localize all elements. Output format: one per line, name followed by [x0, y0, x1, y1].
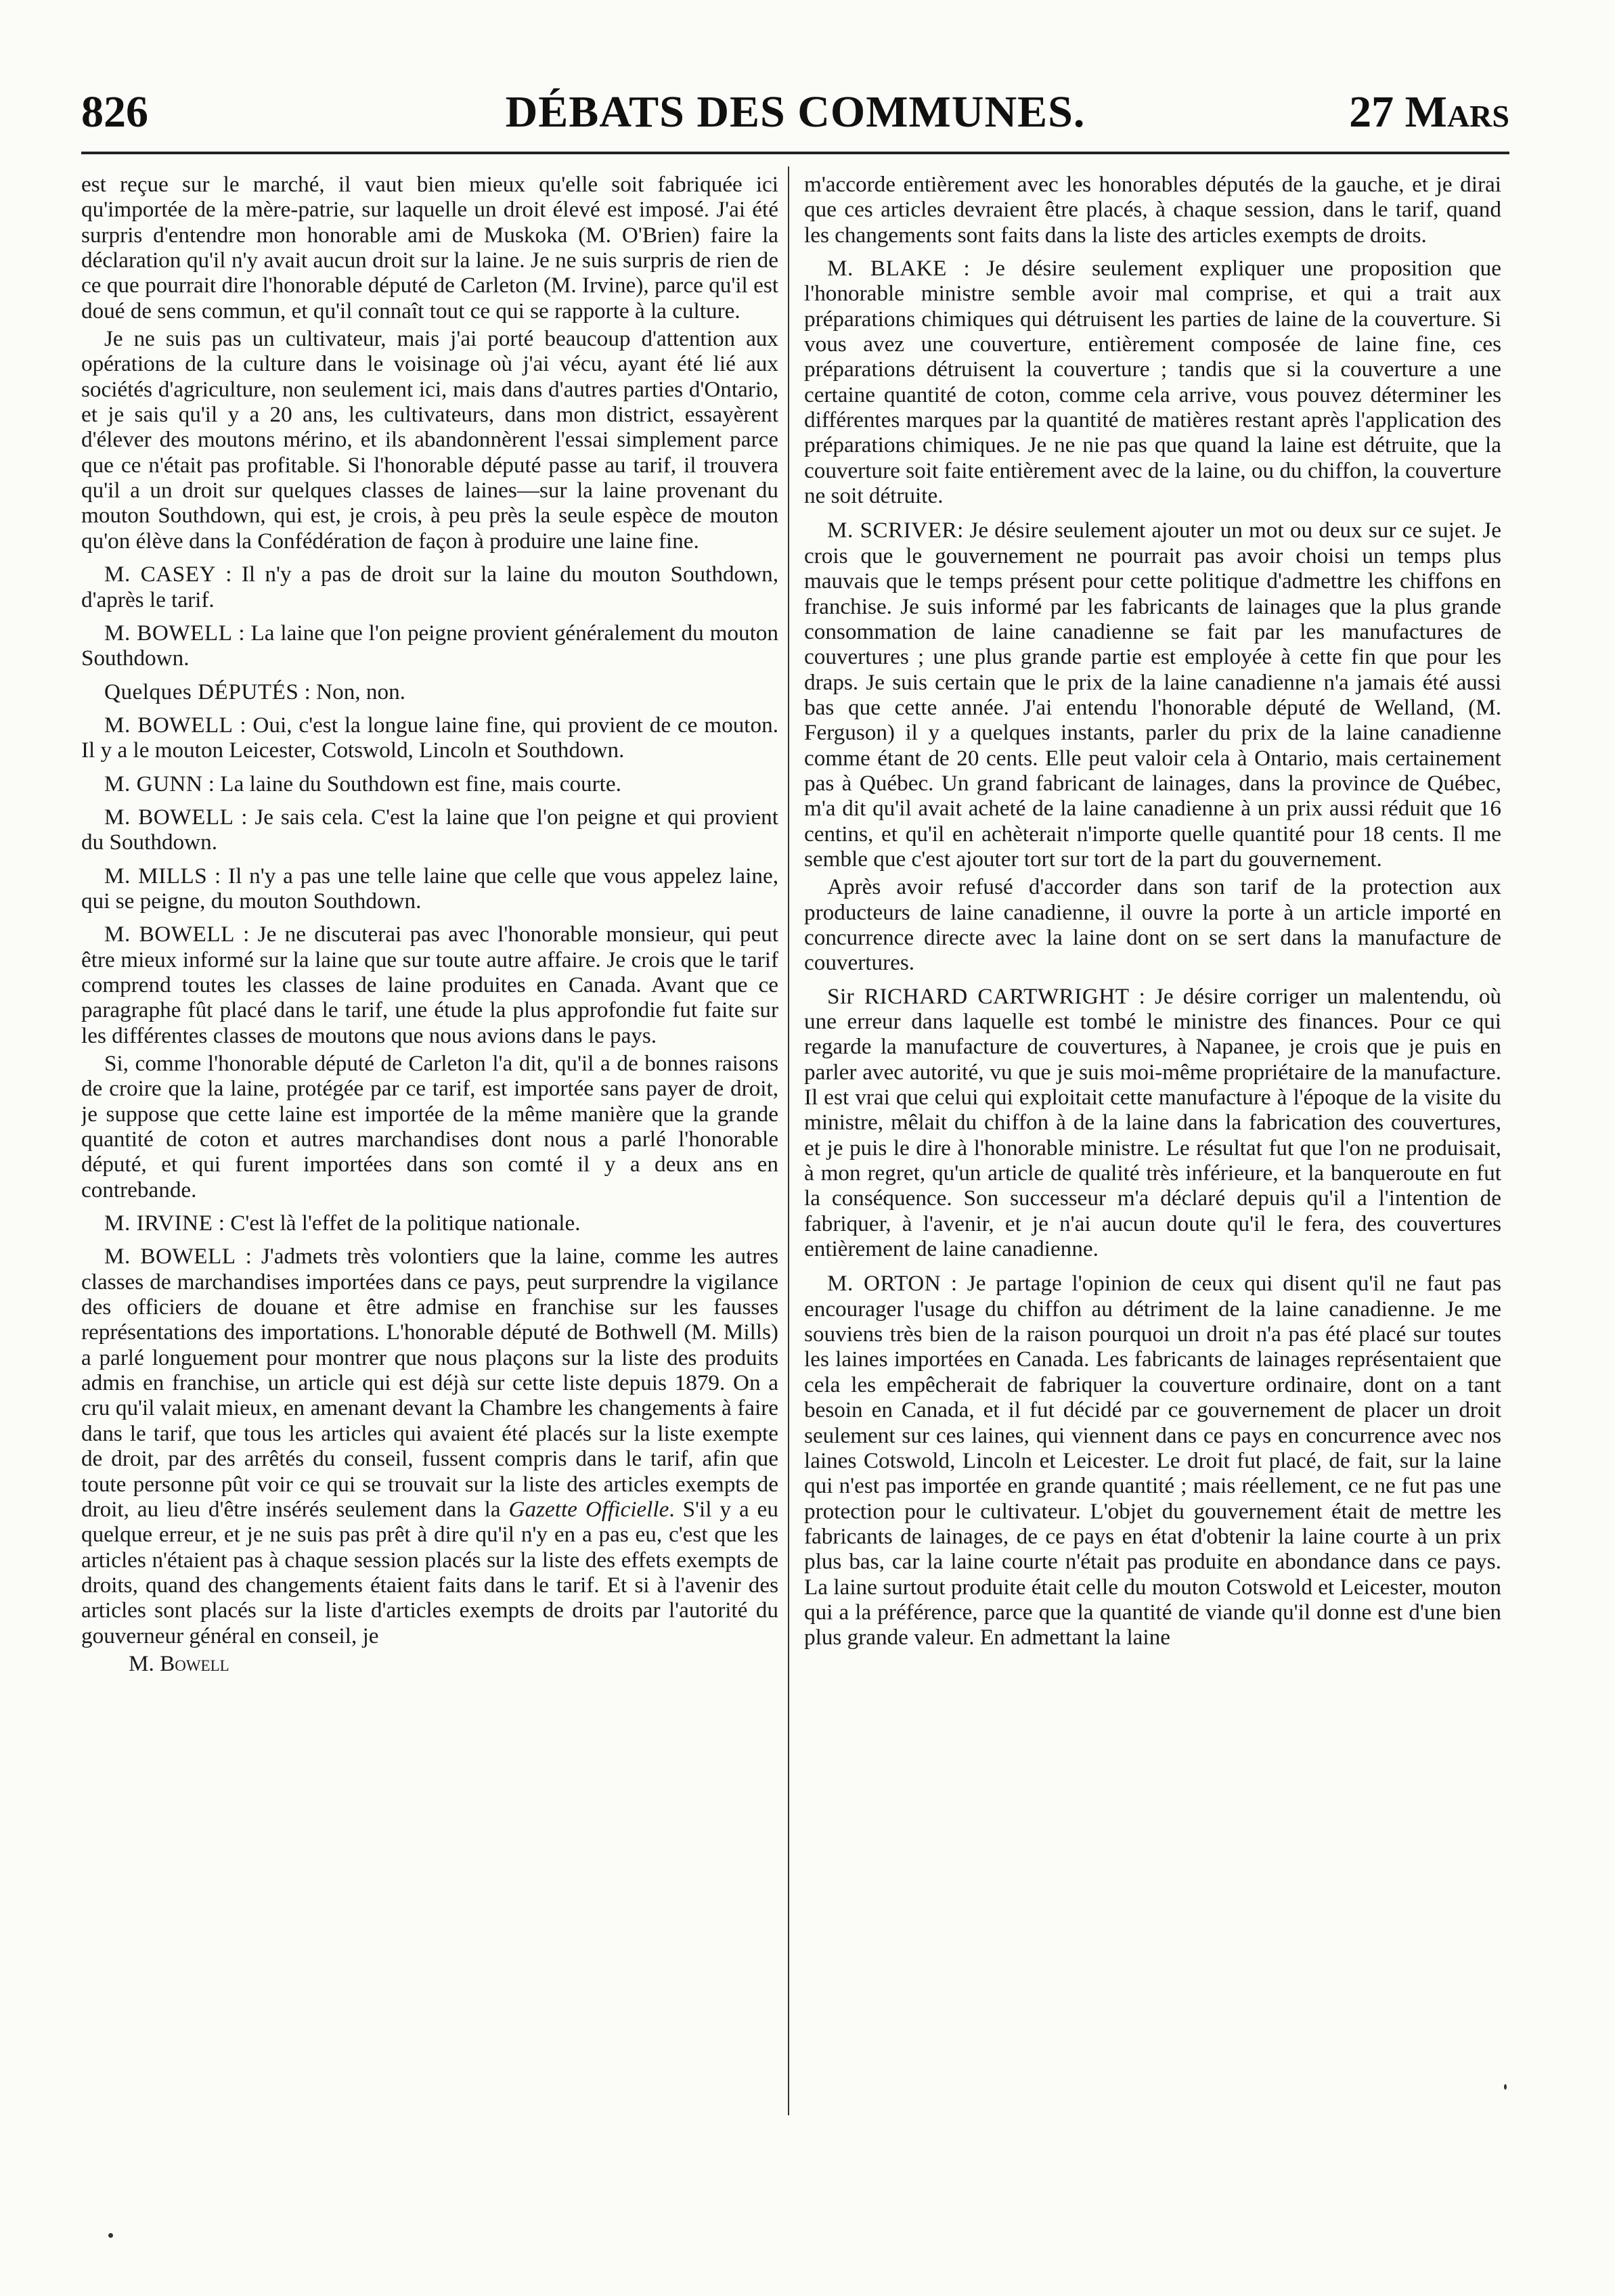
page-title: DÉBATS DES COMMUNES.: [505, 87, 1086, 137]
right-column: [804, 172, 1501, 2141]
speaker-name: M. BOWELL: [104, 922, 235, 947]
speech-text: : La laine du Southdown est fine, mais courte.: [202, 771, 621, 796]
speech: [804, 1271, 1501, 1650]
speech: [81, 1211, 778, 1236]
speaker-name: M. BOWELL: [104, 1244, 236, 1269]
speech: [81, 1244, 778, 1648]
speech-text: : Je partage l'opinion de ceux qui disent qu'il ne faut pas encourager l'usage du chiffon au détriment de la laine canadienne. Je me souviens très bien de la raison pourquoi un droit n'a pas été placé sur toutes les laines importées en Canada. Les fabricants de lainages représentaient que cela les empêcherait de fabriquer la couverture ordinaire, dont on a tant besoin en Canada, et il fut décidé par ce gouvernement de placer un droit seulement sur ces laines, qui viennent dans ce pays en concurrence avec nos laines Cotswold, Lincoln et Leicester. Le droit fut placé, de fait, sur la laine qui n'est pas importée en grande quantité ; mais réellement, ce ne fut pas une protection pour le cultivateur. L'objet du gouvernement était de mettre les fabricants de lainages, de ce pays en état d'obtenir la laine courte à un prix plus bas, car la laine courte n'était pas produite en abondance dans ce pays. La laine surtout produite était celle du mouton Cotswold et Leicester, mouton qui a la préférence, parce que la quantité de viande qu'il donne est d'une bien plus grande valeur. En admettant la laine: [804, 1271, 1501, 1650]
speech: [81, 562, 778, 612]
speech-text: : Oui, c'est la longue laine fine, qui provient de ce mouton. Il y a le mouton Leicester, Cotswold, Lincoln et Southdown.: [81, 712, 778, 763]
speech: [81, 679, 778, 704]
paragraph: m'accorde entièrement avec les honorables députés de la gauche, et je dirai que ces articles devraient être placés, à chaque session, dans le tarif, quand les changements sont faits dans la liste des articles exempts de droits.: [804, 172, 1501, 248]
speech-text: : Il n'y a pas de droit sur la laine du mouton Southdown, d'après le tarif.: [81, 562, 778, 612]
paragraph: Si, comme l'honorable député de Carleton l'a dit, qu'il a de bonnes raisons de croire que la laine, protégée par ce tarif, est importée sans payer de droit, je suppose que cette laine est importée de la même manière que la grande quantité de coton et autres marchandises dont nous a parlé l'honorable député, et qui furent importées dans son comté il y a deux ans en contrebande.: [81, 1051, 778, 1202]
paragraph: Je ne suis pas un cultivateur, mais j'ai porté beaucoup d'attention aux opérations de la culture dans le voisinage où j'ai vécu, ayant été lié aux sociétés d'agriculture, non seulement ici, mais dans d'autres parties d'Ontario, et je sais qu'il y a 20 ans, les cultivateurs, dans mon district, essayèrent d'élever des moutons mérino, et ils abandonnèrent l'essai simplement parce que ce n'était pas profitable. Si l'honorable député passe au tarif, il trouvera qu'il a un droit sur quelques classes de laines—sur la laine provenant du mouton Southdown, qui est, je crois, à peu près la seule espèce de mouton qu'on élève dans la Confédération de façon à produire une laine fine.: [81, 326, 778, 554]
header-date-day: 27: [1349, 87, 1394, 137]
speaker-catchword: M. Bowell: [129, 1650, 229, 1676]
page-header: [81, 87, 1509, 148]
speech-text: : Je désire seulement ajouter un mot ou deux sur ce sujet. Je crois que le gouvernement ne pourrait pas avoir choisi un temps plus mauvais que le temps présent pour cette politique d'admettre les chiffons en franchise. Je suis informé par les fabricants de lainages que la plus grande consommation de laine canadienne se fait par les manufactures de couvertures ; une plus grande partie est employée à cette fin que pour les draps. Je suis certain que le prix de la laine canadienne n'a jamais été aussi bas que cette année. J'ai entendu l'honorable député de Welland, (M. Ferguson) il y a quelques instants, parler du prix de la laine canadienne comme étant de 20 cents. Elle peut valoir cela à Ontario, mais certainement pas à Québec. Un grand fabricant de lainages, dans la province de Québec, m'a dit qu'il avait acheté de la laine canadienne à un prix aussi réduit que 16 centins, et qu'il en achèterait n'importe quelle quantité pour 18 cents. Il me semble que c'est ajouter tort sur tort de la part du gouvernement.: [804, 518, 1501, 872]
print-speck: [108, 2233, 113, 2238]
speech: [81, 863, 778, 914]
speech-text: : Non, non.: [298, 679, 405, 704]
speaker-name: M. ORTON: [827, 1271, 942, 1297]
speech: [804, 256, 1501, 508]
header-rule: [81, 152, 1509, 154]
speaker-name: M. BOWELL: [104, 712, 234, 738]
speech: [804, 984, 1501, 1262]
paragraph: Après avoir refusé d'accorder dans son tarif de la protection aux producteurs de laine canadienne, il ouvre la porte à un article importé en concurrence directe avec la laine dont on se sert dans la manufacture de couvertures.: [804, 874, 1501, 976]
speaker-name: Sir RICHARD CARTWRIGHT: [827, 983, 1130, 1009]
speech-text: : J'admets très volontiers que la laine, comme les autres classes de marchandises importées dans ce pays, peut surprendre la vigilance des officiers de douane et être admise en franchise sur les fausses représentations des importations. L'honorable député de Bothwell (M. Mills) a parlé longuement pour montrer que nous plaçons sur la liste des produits admis en franchise, un article qui est déjà sur cette liste depuis 1879. On a cru qu'il valait mieux, en amenant devant la Chambre les changements à faire dans le tarif, que tous les articles qui avaient été placés sur la liste exempte de droit, par des arrêtés du conseil, fussent compris dans le tarif, afin que toute personne pût voir ce qui se trouvait sur la liste des articles exempts de droit, au lieu d'être insérés seulement dans la: [81, 1244, 778, 1522]
speech: [81, 621, 778, 671]
speaker-name: M. SCRIVER: [827, 518, 958, 543]
speaker-name: M. BOWELL: [104, 620, 233, 646]
speech: [81, 771, 778, 796]
speech-text: : Je sais cela. C'est la laine que l'on peigne et qui provient du Southdown.: [81, 804, 778, 855]
speech: [81, 805, 778, 855]
speech: [81, 922, 778, 1048]
speaker-name: M. CASEY: [104, 562, 216, 587]
speaker-name: M. IRVINE: [104, 1211, 213, 1236]
speaker-name: M. BOWELL: [104, 804, 234, 830]
paragraph: est reçue sur le marché, il vaut bien mieux qu'elle soit fabriquée ici qu'importée de la mère-patrie, sur laquelle un droit élevé est imposé. J'ai été surpris d'entendre mon honorable ami de Muskoka (M. O'Brien) faire la déclaration qu'il n'y avait aucun droit sur la laine. Je ne suis surpris de rien de ce que pourrait dire l'honorable député de Carleton (M. Irvine), parce qu'il est doué de sens commun, et qu'il connaît tout ce qui se rapporte à la culture.: [81, 172, 778, 323]
print-speck: [1504, 2084, 1507, 2090]
speech-text: : Il n'y a pas une telle laine que celle que vous appelez laine, qui se peigne, du mouton Southdown.: [81, 863, 778, 914]
speech-text: : C'est là l'effet de la politique nationale.: [213, 1211, 581, 1236]
page-number: 826: [81, 87, 148, 137]
speech-text: : La laine que l'on peigne provient généralement du mouton Southdown.: [81, 620, 778, 671]
speaker-name: M. GUNN: [104, 771, 203, 796]
header-date-month: Mars: [1404, 87, 1509, 137]
speaker-name: M. MILLS: [104, 863, 208, 888]
header-date: [1349, 87, 1509, 138]
speech-text: : Je désire corriger un malentendu, où une erreur dans laquelle est tombé le ministre des finances. Pour ce qui regarde la manufacture de couvertures, à Napanee, je crois que je puis en parler avec autorité, vu que je suis moi-même propriétaire de la manufacture. Il est vrai que celui qui exploitait cette manufacture à l'époque de la visite du ministre, mêlait du chiffon à de la laine dans la fabrication des couvertures, et je puis le dire à l'honorable ministre. Le résultat fut que l'on ne produisait, à mon regret, qu'un article de qualité très inférieure, et la banqueroute en fut la conséquence. Son successeur m'a déclaré depuis qu'il a l'intention de fabriquer, à l'avenir, et je n'ai aucun doute qu'il le fera, des couvertures entièrement de laine canadienne.: [804, 983, 1501, 1262]
speech-text: : Je désire seulement expliquer une proposition que l'honorable ministre semble avoir mal comprise, et qui a trait aux préparations chimiques qui détruisent les parties de laine de la couverture. Si vous avez une couverture, entièrement composée de laine fine, ces préparations détruisent la couverture ; tandis que si la couverture a une certaine quantité de coton, comme cela arrive, vous pouvez déterminer les différentes marques par la quantité de matières restant après l'application des préparations chimiques. Je ne nie pas que quand la laine est détruite, que la couverture soit faite entièrement avec de la laine, ou du chiffon, la couverture ne soit détruite.: [804, 256, 1501, 509]
column-divider: [788, 166, 789, 2115]
speaker-name: Quelques DÉPUTÉS: [104, 679, 299, 704]
publication-title: Gazette Officielle: [508, 1496, 669, 1522]
speech-text: : Je ne discuterai pas avec l'honorable monsieur, qui peut être mieux informé sur la laine que sur toute autre affaire. Je crois que le tarif comprend toutes les classes de laine produites en Canada. Avant que ce paragraphe fût placé dans le tarif, une étude la plus approfondie fut faite sur les différentes classes de moutons que nous avions dans le pays.: [81, 922, 778, 1048]
speech-text: . S'il y a eu quelque erreur, et je ne suis pas prêt à dire qu'il n'y en a pas eu, c'est que les articles n'étaient pas à chaque session placés sur la liste des effets exempts de droits, quand des changements étaient faits dans le tarif. Et si à l'avenir des articles sont placés sur la liste d'articles exempts de droits par l'autorité du gouverneur général en conseil, je: [81, 1496, 778, 1648]
speech: [804, 518, 1501, 872]
left-column: [81, 172, 778, 2141]
speech: [81, 713, 778, 763]
speaker-name: M. BLAKE: [827, 256, 947, 282]
